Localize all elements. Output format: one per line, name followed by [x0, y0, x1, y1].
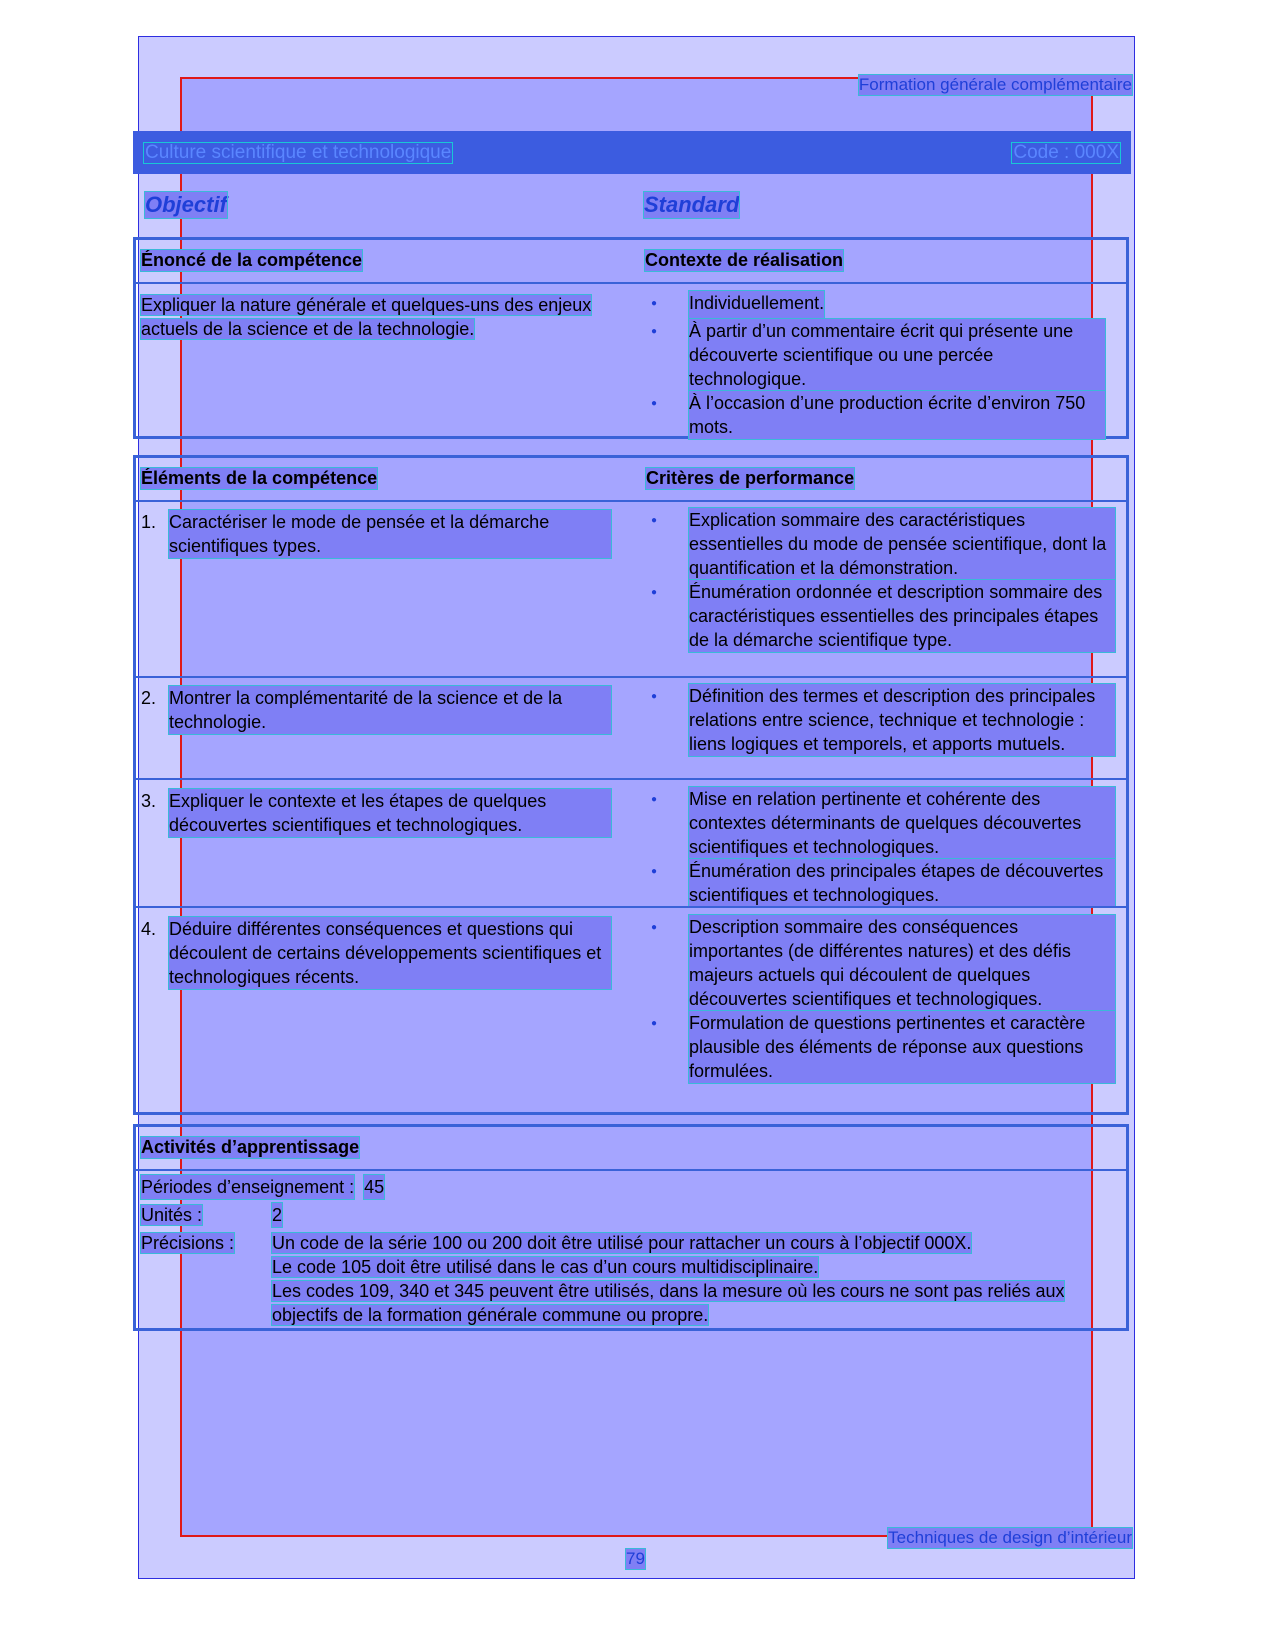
precision-item: Le code 105 doit être utilisé dans le cas d’un cours multidisciplinaire. [272, 1257, 819, 1277]
elements-box [133, 455, 1129, 1115]
title-bar [133, 131, 1131, 174]
unites-label: Unités : [141, 1205, 203, 1225]
precision-item: Les codes 109, 340 et 345 peuvent être utilisés, dans la mesure où les cours ne sont pas reliés aux objectifs de la formation générale commune ou propre. [272, 1281, 1065, 1325]
table-row: 2. Montrer la complémentarité de la science et de la technologie. [141, 686, 611, 734]
list-item: ● Description sommaire des conséquences importantes (de différentes natures) et des défis majeurs actuels qui découlent de quelques découvertes scientifiques et technologiques. [645, 915, 1115, 1011]
periodes-value: 45 [364, 1177, 385, 1197]
course-title: Culture scientifique et technologique [145, 141, 452, 163]
running-header: Formation générale complémentaire [858, 75, 1132, 94]
enonce-label: Énoncé de la compétence [141, 250, 363, 270]
criteres-list [645, 787, 1115, 907]
activites-label: Activités d’apprentissage [141, 1137, 360, 1157]
course-code: Code : 000X [1013, 141, 1119, 163]
criteres-label: Critères de performance [646, 468, 855, 488]
activites-header [136, 1127, 1126, 1171]
list-item: ● Individuellement. [645, 291, 1105, 319]
list-item: ● Énumération ordonnée et description sommaire des caractéristiques essentielles des principales étapes de la démarche scientifique type. [645, 580, 1115, 652]
unites-value: 2 [272, 1205, 283, 1225]
activites-box [133, 1124, 1129, 1331]
competence-box [133, 237, 1129, 439]
elements-header [136, 458, 1126, 502]
criteres-list [645, 508, 1115, 652]
page-number: 79 [626, 1549, 645, 1568]
criteres-list [645, 684, 1115, 756]
list-item: ● Définition des termes et description des principales relations entre science, technique et technologie : liens logiques et temporels, et apports mutuels. [645, 684, 1115, 756]
list-item: ● À partir d’un commentaire écrit qui présente une découverte scientifique ou une percée technologique. [645, 319, 1105, 391]
contexte-label: Contexte de réalisation [645, 250, 844, 270]
list-item: ● À l’occasion d’une production écrite d’environ 750 mots. [645, 391, 1105, 439]
enonce-text: Expliquer la nature générale et quelques-uns des enjeux actuels de la science et de la technologie. [141, 295, 592, 339]
precisions-label: Précisions : [141, 1233, 235, 1253]
objectif-heading: Objectif [145, 192, 227, 217]
list-item: ● Formulation de questions pertinentes et caractère plausible des éléments de réponse aux questions formulées. [645, 1011, 1115, 1083]
row-divider [136, 676, 1126, 678]
activites-details [141, 1175, 1116, 1327]
list-item: ● Explication sommaire des caractéristiques essentielles du mode de pensée scientifique, dont la quantification et la démonstration. [645, 508, 1115, 580]
row-divider [136, 778, 1126, 780]
criteres-list [645, 915, 1115, 1083]
footer-program: Techniques de design d’intérieur [888, 1528, 1132, 1547]
table-row: 3. Expliquer le contexte et les étapes de quelques découvertes scientifiques et technologiques. [141, 789, 611, 837]
precision-item: Un code de la série 100 ou 200 doit être utilisé pour rattacher un cours à l’objectif 000X. [272, 1233, 972, 1253]
row-divider [136, 906, 1126, 908]
table-row: 1. Caractériser le mode de pensée et la démarche scientifiques types. [141, 510, 611, 558]
table-row: 4. Déduire différentes conséquences et questions qui découlent de certains développements scientifiques et technologiques récents. [141, 917, 611, 989]
standard-heading: Standard [644, 192, 740, 217]
list-item: ● Mise en relation pertinente et cohérente des contextes déterminants de quelques découvertes scientifiques et technologiques. [645, 787, 1115, 859]
contexte-list [645, 291, 1105, 439]
competence-header [136, 240, 1126, 284]
list-item: ● Énumération des principales étapes de découvertes scientifiques et technologiques. [645, 859, 1115, 907]
elements-label: Éléments de la compétence [141, 468, 378, 488]
periodes-label: Périodes d’enseignement : [141, 1177, 355, 1197]
